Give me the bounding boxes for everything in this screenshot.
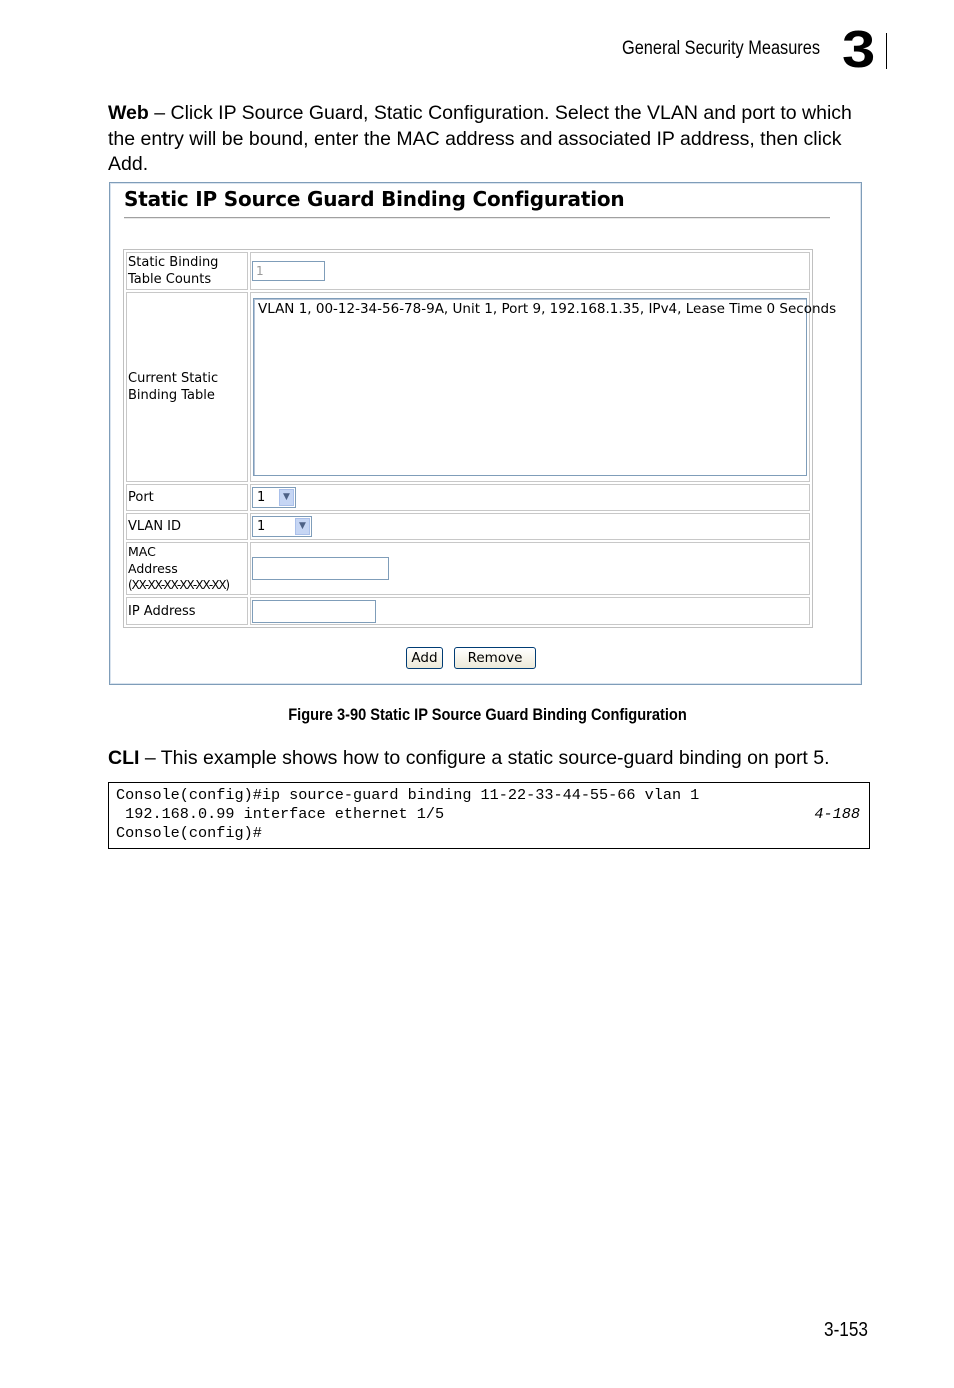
chevron-down-icon[interactable]: ▼	[279, 489, 294, 506]
add-button[interactable]: Add	[406, 647, 443, 669]
page-number: 3-153	[824, 1319, 868, 1341]
command-reference: 4-188	[814, 805, 860, 823]
title-rule	[124, 217, 830, 219]
binding-entry[interactable]: VLAN 1, 00-12-34-56-78-9A, Unit 1, Port 9, 192.168.1.35, IPv4, Lease Time 0 Seconds	[258, 301, 837, 317]
counts-field: 1	[252, 261, 325, 281]
cli-lead: CLI	[108, 747, 140, 769]
chevron-down-icon[interactable]: ▼	[295, 518, 310, 535]
mac-label-line3: (XX-XX-XX-XX-XX-XX)	[128, 578, 229, 592]
panel-title: Static IP Source Guard Binding Configuration	[124, 187, 625, 211]
code-line-1: Console(config)#ip source-guard binding 11-22-33-44-55-66 vlan 1	[116, 786, 700, 804]
vlan-select[interactable]	[252, 516, 312, 537]
mac-label-line2: Address	[128, 561, 178, 576]
cli-instructions	[108, 746, 868, 772]
port-value: 1	[257, 490, 266, 505]
chapter-number: 3	[842, 21, 876, 79]
binding-table-label: Current Static Binding Table	[126, 292, 248, 482]
mac-label	[126, 542, 248, 595]
code-line-3: Console(config)#	[116, 824, 262, 842]
vlan-value: 1	[257, 519, 266, 534]
ip-address-input[interactable]	[252, 600, 376, 623]
screenshot-panel	[109, 182, 862, 685]
mac-label-line1: MAC	[128, 544, 156, 559]
mac-address-input[interactable]	[252, 557, 389, 580]
cli-text: – This example shows how to configure a static source-guard binding on port 5.	[139, 747, 830, 769]
binding-form	[123, 249, 837, 628]
ip-address-label: IP Address	[126, 597, 248, 625]
figure-caption: Figure 3-90 Static IP Source Guard Binding Configuration	[288, 705, 687, 724]
binding-table-list[interactable]	[253, 298, 837, 476]
counts-label: Static Binding Table Counts	[126, 252, 248, 290]
web-lead: Web	[108, 102, 149, 124]
vlan-label: VLAN ID	[126, 513, 248, 540]
port-label: Port	[126, 484, 248, 511]
remove-button[interactable]: Remove	[454, 647, 536, 669]
page-header-title: General Security Measures	[622, 38, 820, 59]
code-line-2: 192.168.0.99 interface ethernet 1/5	[116, 805, 445, 823]
port-select[interactable]	[252, 487, 296, 508]
web-text: – Click IP Source Guard, Static Configuration. Select the VLAN and port to which the entry will be bound, enter the MAC address and associated IP address, then click Add.	[108, 102, 852, 175]
code-example	[108, 782, 870, 849]
web-instructions	[108, 101, 868, 178]
